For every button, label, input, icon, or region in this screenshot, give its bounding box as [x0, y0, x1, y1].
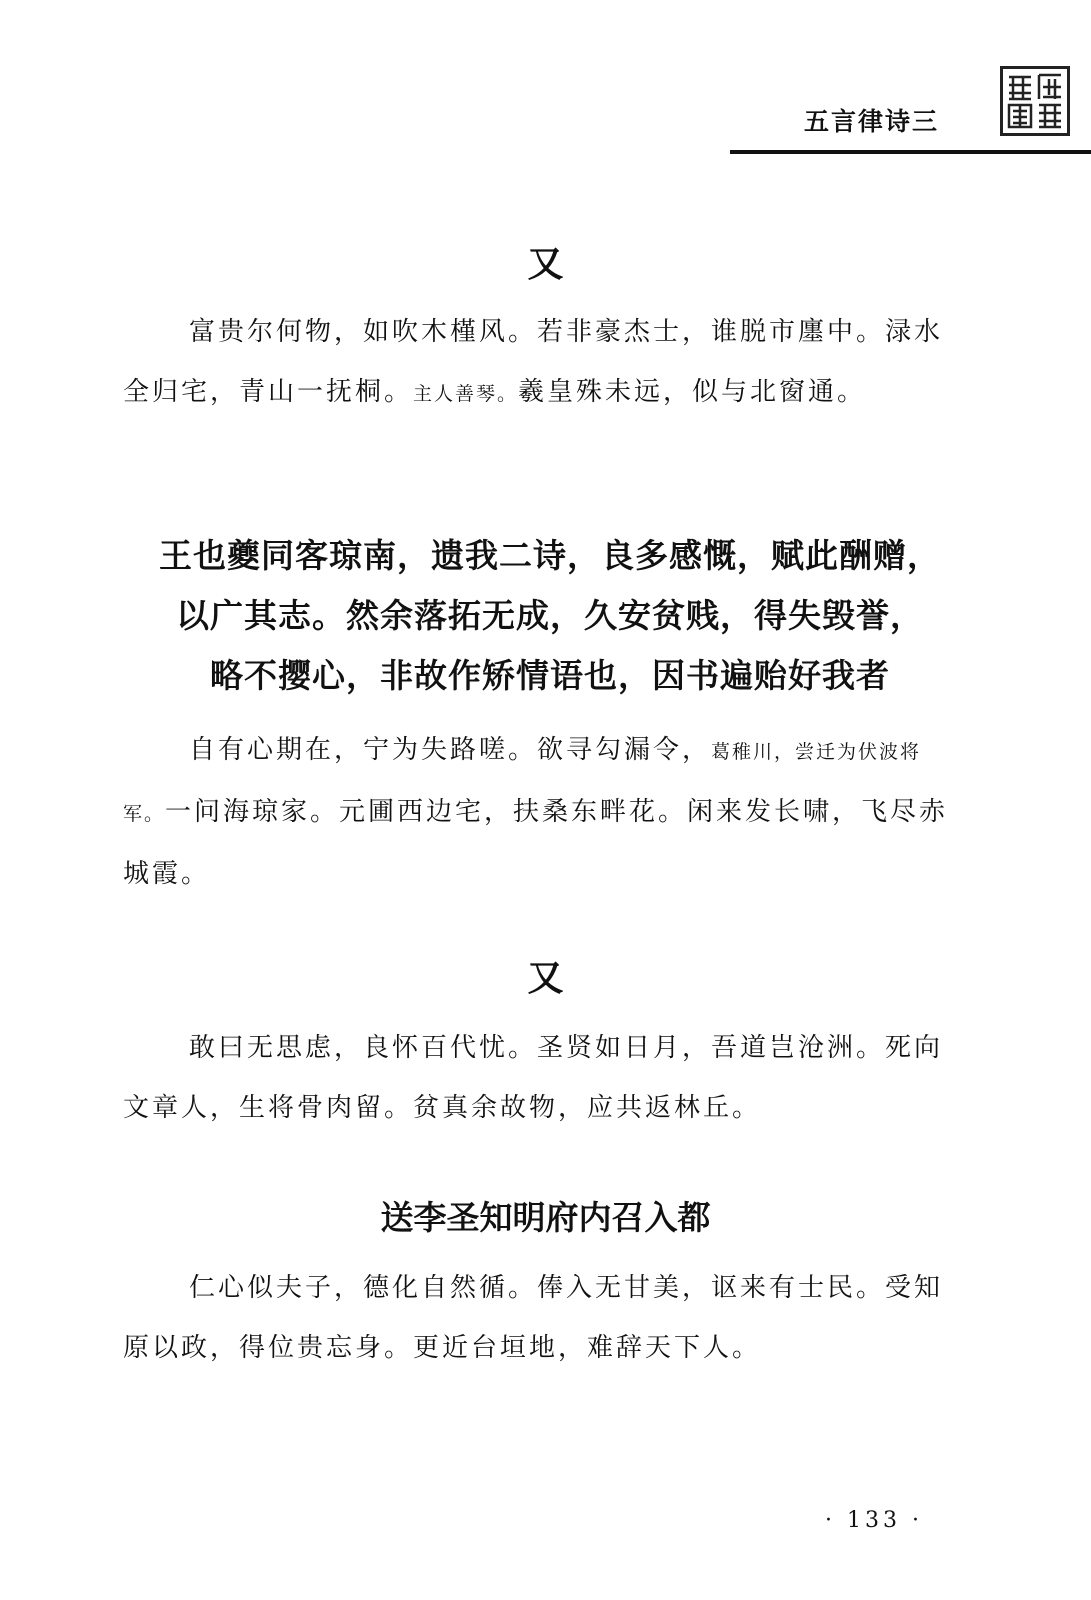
poem-body [123, 720, 963, 904]
poem-text: 富贵尔何物，如吹木槿风。若非豪杰士，谁脱市廛中。渌水全归宅，青山一抚桐。 [123, 317, 944, 407]
page-number: · 133 · [825, 1508, 923, 1533]
poem-body [123, 1258, 963, 1378]
poem-title [130, 526, 970, 706]
section-title: 五言律诗三 [803, 107, 939, 136]
poem-text: 仁心似夫子，德化自然循。俸入无甘美，讴来有士民。受知原以政，得位贵忘身。更近台垣地，难辞天下人。 [123, 1273, 944, 1363]
poem-annotation: 主人善琴。 [413, 383, 519, 405]
poem-title-line: 王也夔同客琼南，遗我二诗，良多感慨，赋此酬赠， [159, 536, 941, 575]
poem-title: 又 [527, 243, 564, 285]
poem-title-line: 略不撄心，非故作矫情语也，因书遍贻好我者 [210, 656, 890, 695]
poem-title: 又 [527, 957, 564, 999]
poem-title: 送李圣知明府内召入都 [380, 1198, 711, 1237]
poem-annotation: 葛稚川，尝迁为伏波将军。 [123, 741, 922, 825]
poem-body [123, 302, 963, 424]
seal-stamp-icon [1000, 66, 1070, 136]
poem-text: 敢曰无思虑，良怀百代忧。圣贤如日月，吾道岂沧洲。死向文章人，生将骨肉留。贫真余故物，应共返林丘。 [123, 1033, 944, 1123]
poem-text: 一问海琼家。元圃西边宅，扶桑东畔花。闲来发长啸，飞尽赤城霞。 [123, 797, 949, 889]
header-rule [730, 150, 1091, 154]
poem-title-line: 以广其志。然余落拓无成，久安贫贱，得失毁誉， [176, 596, 924, 635]
poem-text: 自有心期在，宁为失路嗟。欲寻勾漏令， [189, 735, 712, 765]
poem-text: 羲皇殊未远，似与北窗通。 [518, 377, 867, 407]
poem-body [123, 1018, 963, 1138]
